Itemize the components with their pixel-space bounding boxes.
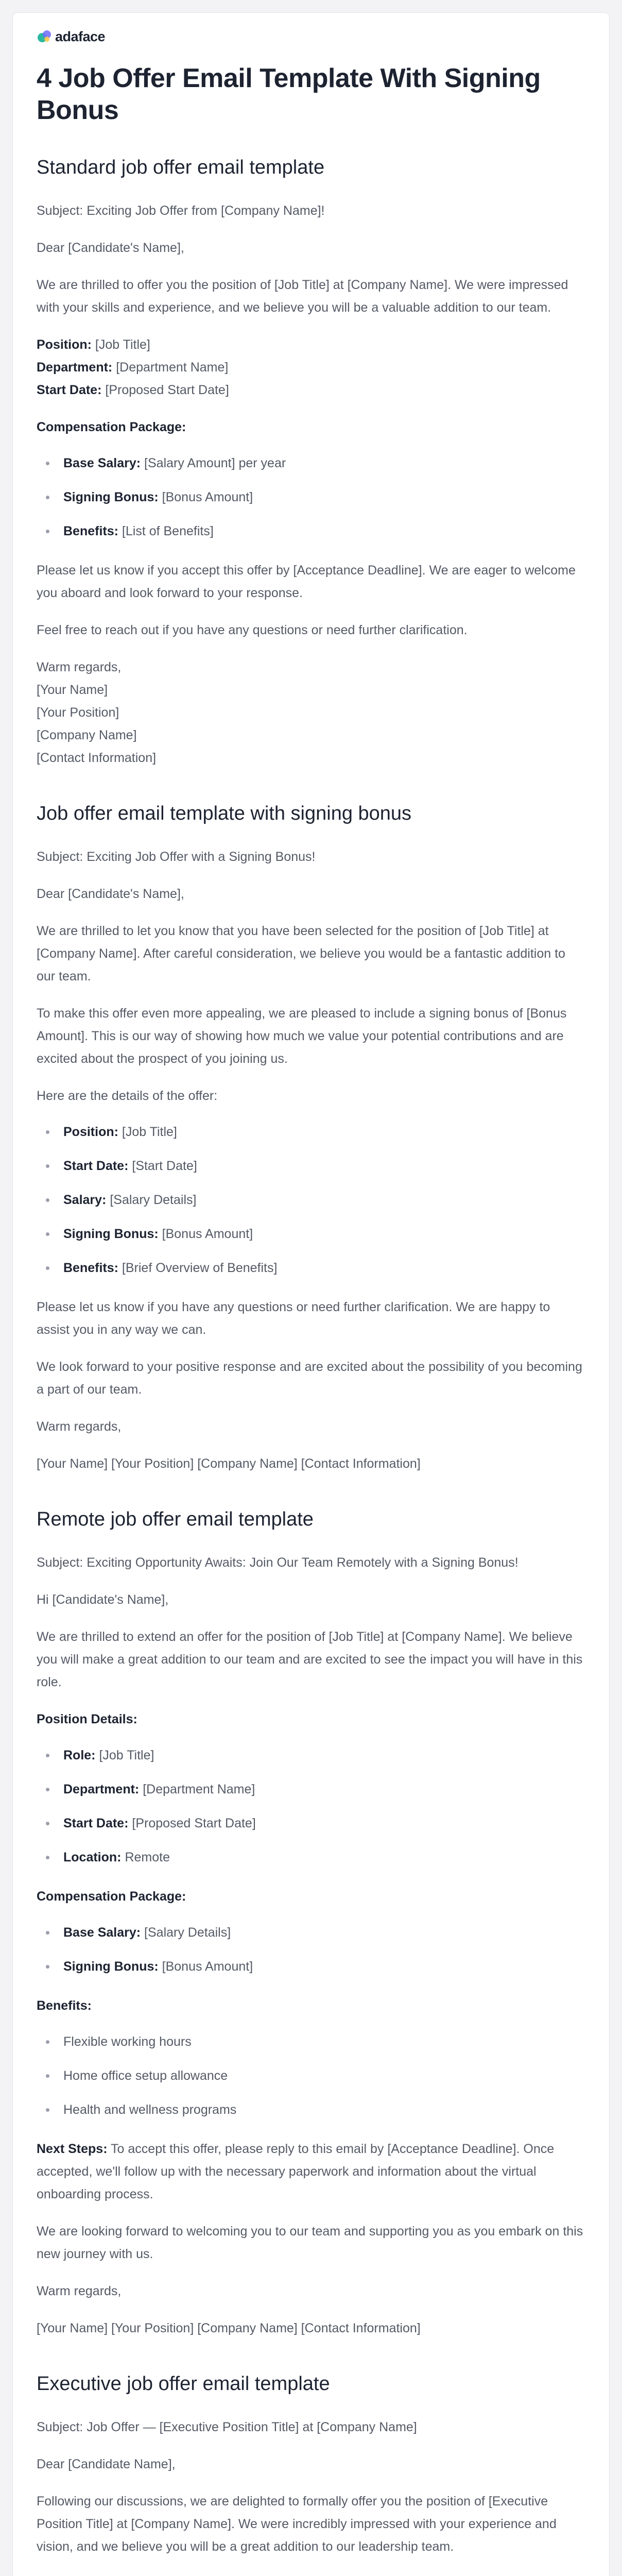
signoff-line: [Your Name]	[37, 683, 108, 697]
brand-name: adaface	[55, 28, 106, 44]
email-subject: Subject: Exciting Job Offer with a Signing Bonus!	[37, 850, 316, 864]
page-title: 4 Job Offer Email Template With Signing Bonus	[37, 63, 541, 125]
email-subject: Subject: Exciting Job Offer from [Company Name]!	[37, 204, 325, 218]
list-item: Role: [Job Title]	[37, 1745, 585, 1766]
list-item: Benefits: [Brief Overview of Benefits]	[37, 1258, 585, 1278]
compensation-label: Compensation Package:	[37, 1889, 186, 1904]
section-remote-template	[37, 1507, 585, 2340]
email-paragraph: Feel free to reach out if you have any questions or need further clarification.	[37, 623, 468, 637]
list-item: Benefits: [List of Benefits]	[37, 521, 585, 541]
compensation-label: Compensation Package:	[37, 420, 186, 434]
email-paragraph: Please let us know if you accept this offer by [Acceptance Deadline]. We are eager to welcome you aboard and look forward to your response.	[37, 563, 576, 600]
email-intro: Following our discussions, we are delighted to formally offer you the position of [Executive Position Title] at [Company Name]. We were incredibly impressed with your experience and vision, and we believe you will be a great addition to our leadership team.	[37, 2494, 557, 2554]
list-item: Signing Bonus: [Bonus Amount]	[37, 1956, 585, 1977]
list-item: Start Date: [Start Date]	[37, 1156, 585, 1176]
signoff-line: Warm regards,	[37, 660, 122, 674]
email-greeting: Dear [Candidate's Name],	[37, 887, 184, 901]
email-subject: Subject: Exciting Opportunity Awaits: Join Our Team Remotely with a Signing Bonus!	[37, 1555, 519, 1570]
benefits-label: Benefits:	[37, 1998, 92, 2013]
email-paragraph: We are looking forward to welcoming you to our team and supporting you as you embark on this new journey with us.	[37, 2224, 583, 2261]
adaface-logo-icon	[37, 29, 52, 44]
list-item: Position: [Job Title]	[37, 1122, 585, 1142]
section-heading: Job offer email template with signing bonus	[37, 803, 412, 824]
section-heading: Standard job offer email template	[37, 157, 325, 178]
email-intro: We are thrilled to offer you the position of [Job Title] at [Company Name]. We were impressed with your skills and experience, and we believe you will be a valuable addition to our team.	[37, 278, 568, 315]
list-item: Base Salary: [Salary Amount] per year	[37, 453, 585, 473]
list-item: Department: [Department Name]	[37, 1779, 585, 1800]
email-intro: To make this offer even more appealing, we are pleased to include a signing bonus of [Bonus Amount]. This is our way of showing how much we value your potential contributions and are excited about the prospect of you joining us.	[37, 1006, 567, 1066]
list-item: Health and wellness programs	[37, 2099, 585, 2120]
list-item: Signing Bonus: [Bonus Amount]	[37, 487, 585, 507]
detail-line: Start Date: [Proposed Start Date]	[37, 383, 229, 397]
email-intro	[37, 2572, 585, 2576]
email-greeting: Dear [Candidate Name],	[37, 2457, 176, 2471]
detail-line: Position: [Job Title]	[37, 337, 150, 352]
article-card	[12, 12, 610, 2576]
section-standard-template	[37, 155, 585, 769]
list-item: Home office setup allowance	[37, 2065, 585, 2086]
detail-line: Department: [Department Name]	[37, 360, 229, 375]
list-item: Base Salary: [Salary Details]	[37, 1922, 585, 1943]
signoff-line: [Contact Information]	[37, 751, 157, 765]
list-intro: Here are the details of the offer:	[37, 1089, 218, 1103]
section-heading: Remote job offer email template	[37, 1509, 314, 1530]
section-signing-bonus-template	[37, 801, 585, 1475]
section-executive-template	[37, 2371, 585, 2576]
email-subject: Subject: Job Offer — [Executive Position Title] at [Company Name]	[37, 2420, 417, 2434]
list-item: Flexible working hours	[37, 2031, 585, 2052]
position-details-list	[37, 1745, 585, 1868]
signoff-line: [Company Name]	[37, 728, 137, 742]
email-paragraph: We look forward to your positive response and are excited about the possibility of you becoming a part of our team.	[37, 1360, 582, 1397]
offer-details-list	[37, 1122, 585, 1278]
benefits-list	[37, 2031, 585, 2120]
signoff-line: Warm regards,	[37, 1419, 122, 1434]
list-item: Start Date: [Proposed Start Date]	[37, 1813, 585, 1834]
detail-list	[37, 333, 585, 401]
brand-logo[interactable]	[37, 28, 585, 45]
email-signoff	[37, 656, 585, 769]
email-paragraph: Please let us know if you have any questions or need further clarification. We are happy to assist you in any way we can.	[37, 1300, 550, 1337]
email-intro: We are thrilled to let you know that you have been selected for the position of [Job Title] at [Company Name]. After careful consideration, we believe you would be a fantastic addition to our team.	[37, 924, 565, 984]
section-heading: Executive job offer email template	[37, 2373, 330, 2395]
signoff-line: [Your Name] [Your Position] [Company Name] [Contact Information]	[37, 2321, 421, 2335]
signoff-line: [Your Name] [Your Position] [Company Name] [Contact Information]	[37, 1456, 421, 1471]
list-item: Signing Bonus: [Bonus Amount]	[37, 1224, 585, 1244]
email-greeting: Dear [Candidate's Name],	[37, 241, 184, 255]
signoff-line: Warm regards,	[37, 2284, 122, 2298]
signoff-line: [Your Position]	[37, 705, 119, 720]
email-greeting: Hi [Candidate's Name],	[37, 1592, 169, 1607]
list-item: Salary: [Salary Details]	[37, 1190, 585, 1210]
compensation-list	[37, 453, 585, 541]
email-intro: We are thrilled to extend an offer for the position of [Job Title] at [Company Name]. We believe you will make a great addition to our team and are excited to see the impact you will have in this role.	[37, 1630, 583, 1689]
compensation-list	[37, 1922, 585, 1977]
position-details-label: Position Details:	[37, 1712, 137, 1726]
next-steps-paragraph: Next Steps: To accept this offer, please reply to this email by [Acceptance Deadline]. Once accepted, we'll follow up with the necessary paperwork and information about the virtual onboarding process.	[37, 2142, 555, 2201]
list-item: Location: Remote	[37, 1847, 585, 1868]
